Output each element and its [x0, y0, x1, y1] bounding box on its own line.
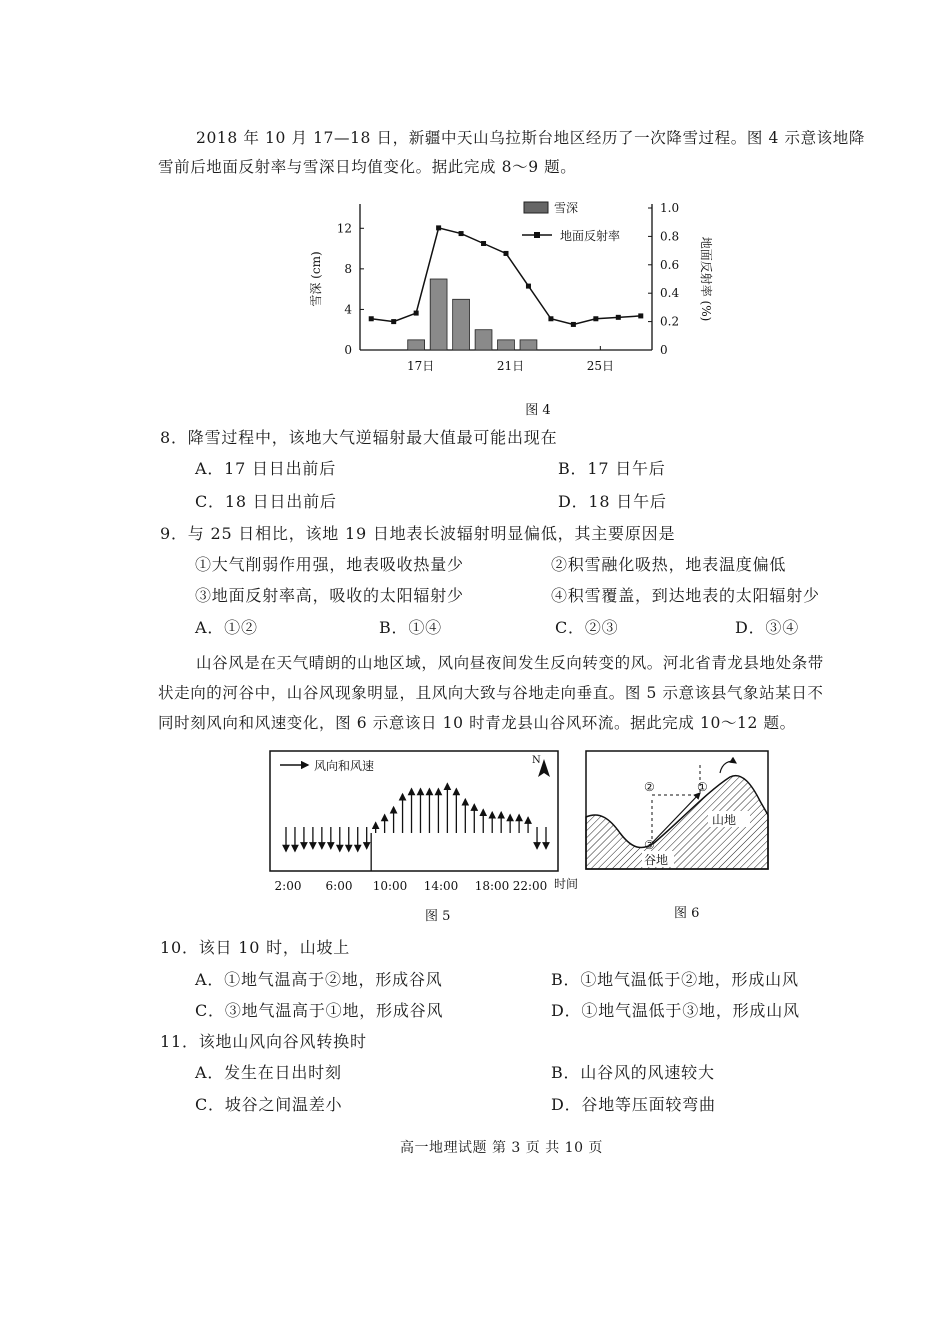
- right-axis-label: 地面反射率 (%): [699, 236, 713, 322]
- x-tick-label: 25日: [586, 359, 614, 373]
- q11-option-d[interactable]: D．谷地等压面较弯曲: [551, 1095, 716, 1114]
- left-axis-label: 雪深 (cm): [309, 251, 323, 307]
- reflectance-point: [459, 231, 464, 236]
- snow-depth-bar: [430, 279, 447, 350]
- point-1-label: ①: [697, 780, 708, 794]
- q10-option-b[interactable]: B．①地气温低于②地，形成山风: [551, 970, 799, 989]
- figure4-chart: [290, 190, 730, 420]
- q11-option-c[interactable]: C．坡谷之间温差小: [195, 1095, 343, 1114]
- intro2-line2: 状走向的河谷中，山谷风现象明显，且风向大致与谷地走向垂直。图 5 示意该县气象站某日不: [158, 684, 824, 702]
- intro1-line1: 2018 年 10 月 17—18 日，新疆中天山乌拉斯台地区经历了一次降雪过程。图 4 示意该地降: [196, 129, 865, 147]
- legend-bar-label: 雪深: [554, 201, 579, 215]
- reflectance-point: [481, 241, 486, 246]
- q9-stem: 9．与 25 日相比，该地 19 日地表长波辐射明显偏低，其主要原因是: [160, 524, 676, 543]
- snow-depth-bar: [408, 340, 425, 350]
- q10-stem: 10．该日 10 时，山坡上: [160, 938, 351, 957]
- q11-option-a[interactable]: A．发生在日出时刻: [195, 1063, 342, 1082]
- q10-option-a[interactable]: A．①地气温高于②地，形成谷风: [195, 970, 443, 989]
- figure5-wind-arrows: [286, 784, 546, 871]
- q9-option-a[interactable]: A．①②: [195, 618, 258, 637]
- point-3-label: ③: [644, 838, 655, 852]
- snow-depth-bar: [475, 330, 492, 350]
- figure4-caption: 图 4: [525, 403, 551, 418]
- intro2-line1: 山谷风是在天气晴朗的山地区域，风向昼夜间发生反向转变的风。河北省青龙县地处条带: [196, 654, 824, 672]
- q9-statement-1: ①大气削弱作用强，地表吸收热量少: [195, 555, 464, 574]
- reflectance-point: [616, 315, 621, 320]
- figure4-bars: [408, 279, 537, 350]
- x-tick-label: 6:00: [325, 879, 353, 893]
- point-2-label: ②: [644, 780, 655, 794]
- right-tick-label: 1.0: [660, 201, 680, 215]
- intro2-line3: 同时刻风向和风速变化，图 6 示意该日 10 时青龙县山谷风环流。据此完成 10～12 题。: [158, 714, 796, 732]
- q9-statement-4: ④积雪覆盖，到达地表的太阳辐射少: [551, 586, 820, 605]
- x-tick-label: 18:00: [474, 879, 510, 893]
- right-tick-label: 0.4: [660, 286, 680, 301]
- reflectance-point: [548, 316, 553, 321]
- left-tick-label: 12: [336, 221, 352, 236]
- q9-statement-3: ③地面反射率高，吸收的太阳辐射少: [195, 586, 464, 605]
- x-tick-label: 21日: [496, 359, 525, 373]
- summit-flow-arrow: [720, 761, 736, 773]
- snow-depth-bar: [453, 299, 470, 350]
- figure5-legend-label: 风向和风速: [314, 759, 375, 773]
- q10-option-d[interactable]: D．①地气温低于③地，形成山风: [551, 1001, 800, 1020]
- figure5-x-axis-label: 时间: [554, 877, 579, 891]
- reflectance-point: [414, 311, 419, 316]
- q11-option-b[interactable]: B．山谷风的风速较大: [551, 1063, 715, 1082]
- q8-option-a[interactable]: A．17 日日出前后: [195, 459, 337, 478]
- reflectance-point: [436, 225, 441, 230]
- left-tick-label: 4: [344, 302, 352, 317]
- x-tick-label: 22:00: [512, 879, 548, 893]
- q9-option-c[interactable]: C．②③: [555, 618, 619, 637]
- right-tick-label: 0: [660, 343, 668, 357]
- figure6-circulation-diagram: [580, 745, 780, 925]
- reflectance-point: [504, 251, 509, 256]
- reflectance-point: [369, 316, 374, 321]
- figure4-axes: [309, 201, 714, 418]
- q8-option-c[interactable]: C．18 日日出前后: [195, 492, 337, 511]
- intro1-line2: 雪前后地面反射率与雪深日均值变化。据此完成 8～9 题。: [158, 158, 577, 176]
- right-tick-label: 0.8: [660, 229, 680, 244]
- q9-statement-2: ②积雪融化吸热，地表温度偏低: [551, 555, 787, 574]
- reflectance-point: [571, 322, 576, 327]
- figure5-wind-chart: [260, 745, 590, 925]
- x-tick-label: 14:00: [423, 879, 459, 893]
- figure5-x-ticks: [275, 879, 548, 893]
- q10-option-c[interactable]: C．③地气温高于①地，形成谷风: [195, 1001, 444, 1020]
- mountain-label: 山地: [712, 813, 737, 827]
- left-tick-label: 8: [344, 261, 352, 276]
- left-tick-label: 0: [344, 343, 352, 357]
- reflectance-point: [593, 316, 598, 321]
- q9-option-d[interactable]: D．③④: [735, 618, 800, 637]
- reflectance-point: [638, 313, 643, 318]
- right-tick-label: 0.6: [660, 257, 680, 272]
- figure5-caption: 图 5: [425, 909, 451, 924]
- page-footer: 高一地理试题 第 3 页 共 10 页: [400, 1140, 603, 1156]
- snow-depth-bar: [520, 340, 537, 350]
- reflectance-point: [526, 284, 531, 289]
- reflectance-point: [391, 319, 396, 324]
- x-tick-label: 17日: [407, 359, 435, 373]
- legend-bar-swatch: [524, 202, 548, 213]
- x-tick-label: 2:00: [274, 879, 302, 893]
- q8-stem: 8．降雪过程中，该地大气逆辐射最大值最可能出现在: [160, 428, 558, 447]
- north-label: N: [532, 755, 541, 766]
- figure4-legend: [522, 201, 620, 243]
- q9-option-b[interactable]: B．①④: [379, 618, 442, 637]
- right-tick-label: 0.2: [660, 314, 680, 329]
- q8-option-b[interactable]: B．17 日午后: [558, 459, 666, 478]
- legend-line-marker: [534, 232, 540, 238]
- snow-depth-bar: [498, 340, 515, 350]
- figure6-caption: 图 6: [674, 906, 700, 921]
- valley-label: 谷地: [644, 853, 669, 867]
- q8-option-d[interactable]: D．18 日午后: [558, 492, 667, 511]
- legend-line-label: 地面反射率: [560, 229, 621, 243]
- q11-stem: 11．该地山风向谷风转换时: [160, 1032, 367, 1051]
- x-tick-label: 10:00: [372, 879, 408, 893]
- north-arrow-icon: [532, 755, 550, 777]
